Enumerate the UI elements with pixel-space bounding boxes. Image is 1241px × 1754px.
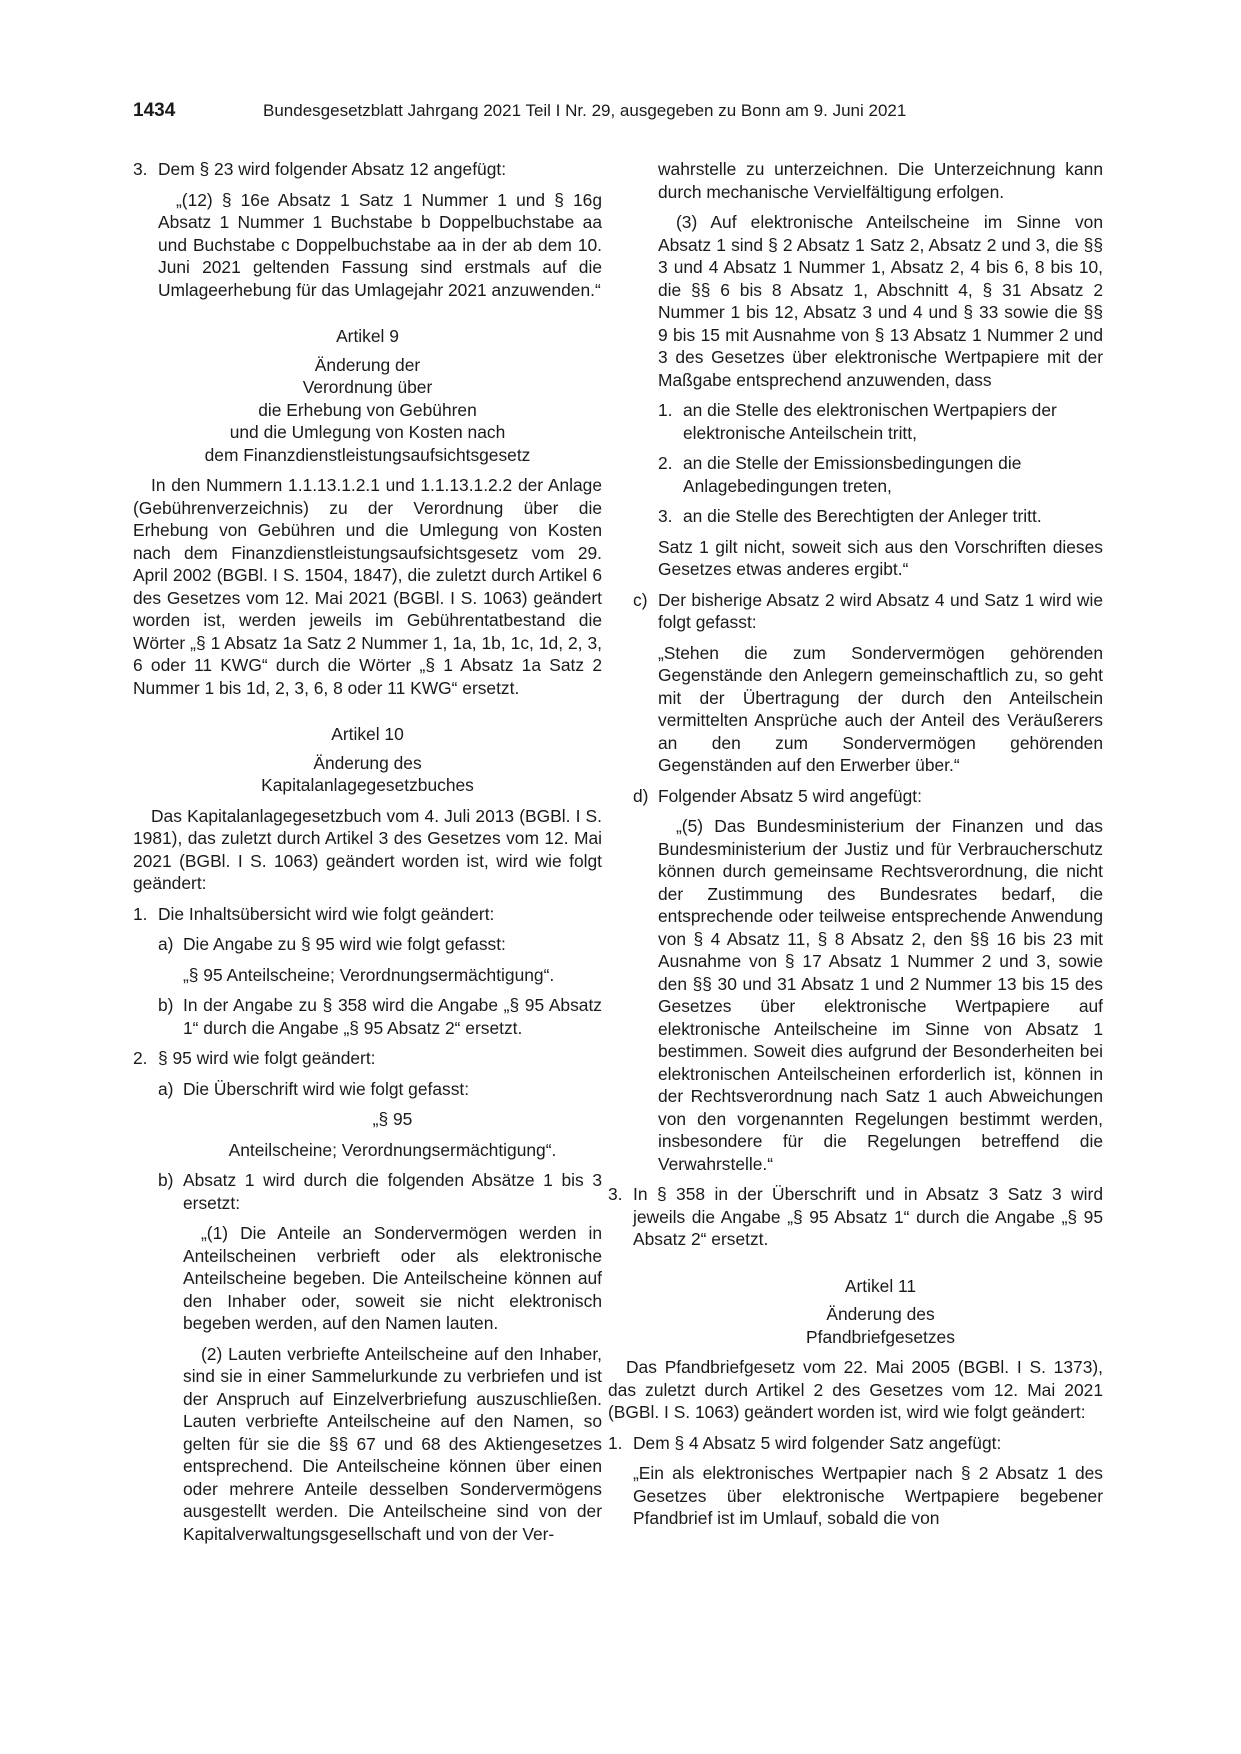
subject-line: Pfandbriefgesetzes xyxy=(806,1326,955,1347)
list-marker: 1. xyxy=(133,903,148,924)
quote-text: (3) Auf elektronische Anteilscheine im Sinne von Absatz 1 sind § 2 Absatz 1 Satz 2, Absatz 2 und 3, die §§ 3 und 4 Absatz 1 Nummer 1, Absatz 2, 4 bis 6, 8 bis 10, die §§ 6 bis 8 Absatz 1, Abschnitt 4, § 31 Absatz 2 Nummer 1 bis 12, Absatz 3 und 4 und § 33 sowie die §§ 9 bis 15 mit Ausnahme von § 13 Absatz 1 Nummer 2 und 3 des Gesetzes über elektronische Wertpapiere mit der Maßgabe entsprechend anzuwenden, dass xyxy=(658,212,1103,390)
quote-text: „(12) § 16e Absatz 1 Satz 1 Nummer 1 und § 16g Absatz 1 Nummer 1 Buchstabe b Doppelbuchstabe aa und Buchstabe c Doppelbuchstabe aa in der ab dem 10. Juni 2021 geltenden Fassung sind erstmals auf die Umlageerhebung für das Umlagejahr 2021 anzuwenden.“ xyxy=(158,189,602,300)
quote-text: „(5) Das Bundesministerium der Finanzen und das Bundesministerium der Justiz und für Verbraucherschutz können durch gemeinsame Rechtsverordnung, die nicht der Zustimmung des Bundesrates bedarf, die entsprechende oder teilweise entsprechende Anwendung von § 4 Absatz 11, § 8 Absatz 2, den §§ 16 bis 23 mit Ausnahme von § 17 Absatz 1 Nummer 2 und 3, sowie den §§ 30 und 31 Absatz 1 und 2 Nummer 13 bis 15 des Gesetzes über elektronische Wertpapiere auf elektronische Anteilscheine im Sinne von Absatz 1 bestimmen. Soweit dies aufgrund der Besonderheiten bei elektronischen Anteilscheinen erforderlich ist, können in der Rechtsverordnung nach Satz 1 auch Abweichungen von den vorgenannten Regelungen bestimmt werden, insbesondere für die Regelungen betreffend die Verwahrstelle.“ xyxy=(658,816,1103,1174)
quote-text: „§ 95 Anteilscheine; Verordnungsermächtigung“. xyxy=(183,964,555,985)
sub-marker: c) xyxy=(633,589,648,610)
sub-marker: d) xyxy=(633,785,649,806)
item-text: an die Stelle der Emissionsbedingungen die Anlagebedingungen treten, xyxy=(683,453,1022,496)
list-marker: 3. xyxy=(608,1184,623,1204)
sub-marker: b) xyxy=(158,995,174,1015)
list-item xyxy=(133,1047,602,1070)
list-item xyxy=(133,158,602,301)
item-text: In § 358 in der Überschrift und in Absatz 3 Satz 3 wird jeweils die Angabe „§ 95 Absatz 1“ durch die Angabe „§ 95 Absatz 2“ ersetzt. xyxy=(633,1184,1103,1249)
page-number: 1434 xyxy=(133,100,176,121)
article-10-subject xyxy=(133,752,602,797)
subject-line: und die Umlegung von Kosten nach xyxy=(229,422,506,442)
list-item xyxy=(608,1183,1103,1251)
list-item xyxy=(633,589,1103,777)
sub-item xyxy=(158,1169,602,1545)
list-item xyxy=(133,903,602,926)
subject-line: Änderung des xyxy=(313,752,422,773)
quote-text: „(1) Die Anteile an Sondervermögen werden in Anteilscheinen verbrieft oder als elektronische Anteilscheine begeben. Die Anteilscheine können auf den Inhaber oder, soweit sie nicht elektronisch begeben werden, auf den Namen lauten. xyxy=(183,1223,602,1333)
article-10-intro: Das Kapitalanlagegesetzbuch vom 4. Juli 2013 (BGBl. I S. 1981), das zuletzt durch Artikel 3 des Gesetzes vom 12. Mai 2021 (BGBl. I S. 1063) geändert worden ist, wird wie folgt geändert: xyxy=(133,805,602,893)
quote-heading: Anteilscheine; Verordnungsermächtigung“. xyxy=(228,1139,557,1160)
sub-item xyxy=(158,1078,602,1162)
quote-text: „Stehen die zum Sondervermögen gehörenden Gegenstände den Anlegern gemeinschaftlich zu, so geht mit der Übertragung der durch den Anteilschein vermittelten Ansprüche auch der Anteil des Veräußerers an den zum Sondervermögen gehörenden Gegenständen auf den Erwerber über.“ xyxy=(658,642,1103,775)
sub-item-text: Folgender Absatz 5 wird angefügt: xyxy=(658,785,922,806)
list-item xyxy=(658,452,1103,497)
list-marker: 3. xyxy=(658,506,673,526)
item-text: Dem § 23 wird folgender Absatz 12 angefügt: xyxy=(158,159,507,179)
item-text: Die Inhaltsübersicht wird wie folgt geändert: xyxy=(158,903,495,924)
quote-paragraph-sign: „§ 95 xyxy=(372,1109,413,1129)
item-text: an die Stelle des elektronischen Wertpapiers der elektronische Anteilschein tritt, xyxy=(683,400,1057,443)
list-item xyxy=(633,785,1103,1176)
right-column xyxy=(608,158,1103,1538)
subject-line: Verordnung über xyxy=(302,377,433,397)
quote-text: Satz 1 gilt nicht, soweit sich aus den Vorschriften dieses Gesetzes etwas anderes ergibt.“ xyxy=(658,536,1103,579)
article-11-title: Artikel 11 xyxy=(844,1275,917,1296)
list-marker: 1. xyxy=(658,400,673,420)
left-column xyxy=(133,158,602,1553)
article-9-subject xyxy=(133,354,602,467)
page-header xyxy=(133,100,1108,124)
subject-line: die Erhebung von Gebühren xyxy=(258,399,477,420)
sub-item-text: Die Überschrift wird wie folgt gefasst: xyxy=(183,1078,470,1099)
sub-item-text: In der Angabe zu § 358 wird die Angabe „§ 95 Absatz 1“ durch die Angabe „§ 95 Absatz 2“ ersetzt. xyxy=(183,995,602,1038)
sub-marker: a) xyxy=(158,934,174,954)
list-marker: 1. xyxy=(608,1432,623,1453)
article-10-title: Artikel 10 xyxy=(331,724,404,744)
article-11-subject xyxy=(658,1303,1103,1348)
sub-item xyxy=(158,994,602,1039)
list-marker: 3. xyxy=(133,159,148,179)
sub-marker: a) xyxy=(158,1078,174,1099)
item-text: Dem § 4 Absatz 5 wird folgender Satz angefügt: xyxy=(633,1432,1002,1453)
item-text: an die Stelle des Berechtigten der Anleger tritt. xyxy=(683,506,1042,526)
list-marker: 2. xyxy=(658,453,673,473)
quote-text: „Ein als elektronisches Wertpapier nach § 2 Absatz 1 des Gesetzes über elektronische Wertpapiere begebener Pfandbrief ist im Umlauf, sobald die von xyxy=(633,1463,1103,1528)
running-head: Bundesgesetzblatt Jahrgang 2021 Teil I Nr. 29, ausgegeben zu Bonn am 9. Juni 2021 xyxy=(263,101,907,120)
sub-item-text: Absatz 1 wird durch die folgenden Absätze 1 bis 3 ersetzt: xyxy=(183,1170,602,1213)
article-11-intro: Das Pfandbriefgesetz vom 22. Mai 2005 (BGBl. I S. 1373), das zuletzt durch Artikel 2 des Gesetzes vom 12. Mai 2021 (BGBl. I S. 1063) geändert worden ist, wird wie folgt geändert: xyxy=(608,1357,1103,1422)
sub-item-text: Der bisherige Absatz 2 wird Absatz 4 und Satz 1 wird wie folgt gefasst: xyxy=(658,589,1103,632)
subject-line: Änderung des xyxy=(826,1304,935,1324)
list-item xyxy=(658,399,1103,444)
article-9-body: In den Nummern 1.1.13.1.2.1 und 1.1.13.1.2.2 der Anlage (Gebührenverzeichnis) zu der Verordnung über die Erhebung von Gebühren und die Umlegung von Kosten nach dem Finanzdienstleistungsaufsichtsgesetz vom 29. April 2002 (BGBl. I S. 1504, 1847), die zuletzt durch Artikel 6 des Gesetzes vom 12. Mai 2021 (BGBl. I S. 1063) geändert worden ist, werden jeweils im Gebührentatbestand die Wörter „§ 1 Absatz 1a Satz 2 Nummer 1, 1a, 1b, 1c, 1d, 2, 3, 6 oder 11 KWG“ durch die Wörter „§ 1 Absatz 1a Satz 2 Nummer 1 bis 1d, 2, 3, 6, 8 oder 11 KWG“ ersetzt. xyxy=(133,475,602,698)
subject-line: Änderung der xyxy=(314,354,421,375)
subject-line: Kapitalanlagegesetzbuches xyxy=(261,775,474,795)
article-9-title: Artikel 9 xyxy=(336,326,399,346)
item-text: § 95 wird wie folgt geändert: xyxy=(158,1048,376,1068)
sub-item xyxy=(158,933,602,986)
sub-item-text: Die Angabe zu § 95 wird wie folgt gefasst: xyxy=(183,934,506,954)
list-marker: 2. xyxy=(133,1048,148,1068)
list-item xyxy=(658,505,1103,528)
list-item xyxy=(608,1432,1103,1530)
quote-text: (2) Lauten verbriefte Anteilscheine auf den Inhaber, sind sie in einer Sammelurkunde zu verbriefen und ist der Anspruch auf Einzelverbriefung auszuschließen. Lauten verbriefte Anteilscheine auf den Namen, so gelten für sie die §§ 67 und 68 des Aktiengesetzes entsprechend. Die Anteilscheine können über einen oder mehrere Anteile desselben Sondervermögens ausgestellt werden. Die Anteilscheine sind von der Kapitalverwaltungsgesellschaft und von der Ver- xyxy=(183,1343,602,1544)
subject-line: dem Finanzdienstleistungsaufsichtsgesetz xyxy=(204,444,531,465)
sub-marker: b) xyxy=(158,1170,174,1190)
continued-text: wahrstelle zu unterzeichnen. Die Unterzeichnung kann durch mechanische Vervielfältigung erfolgen. xyxy=(658,159,1103,202)
